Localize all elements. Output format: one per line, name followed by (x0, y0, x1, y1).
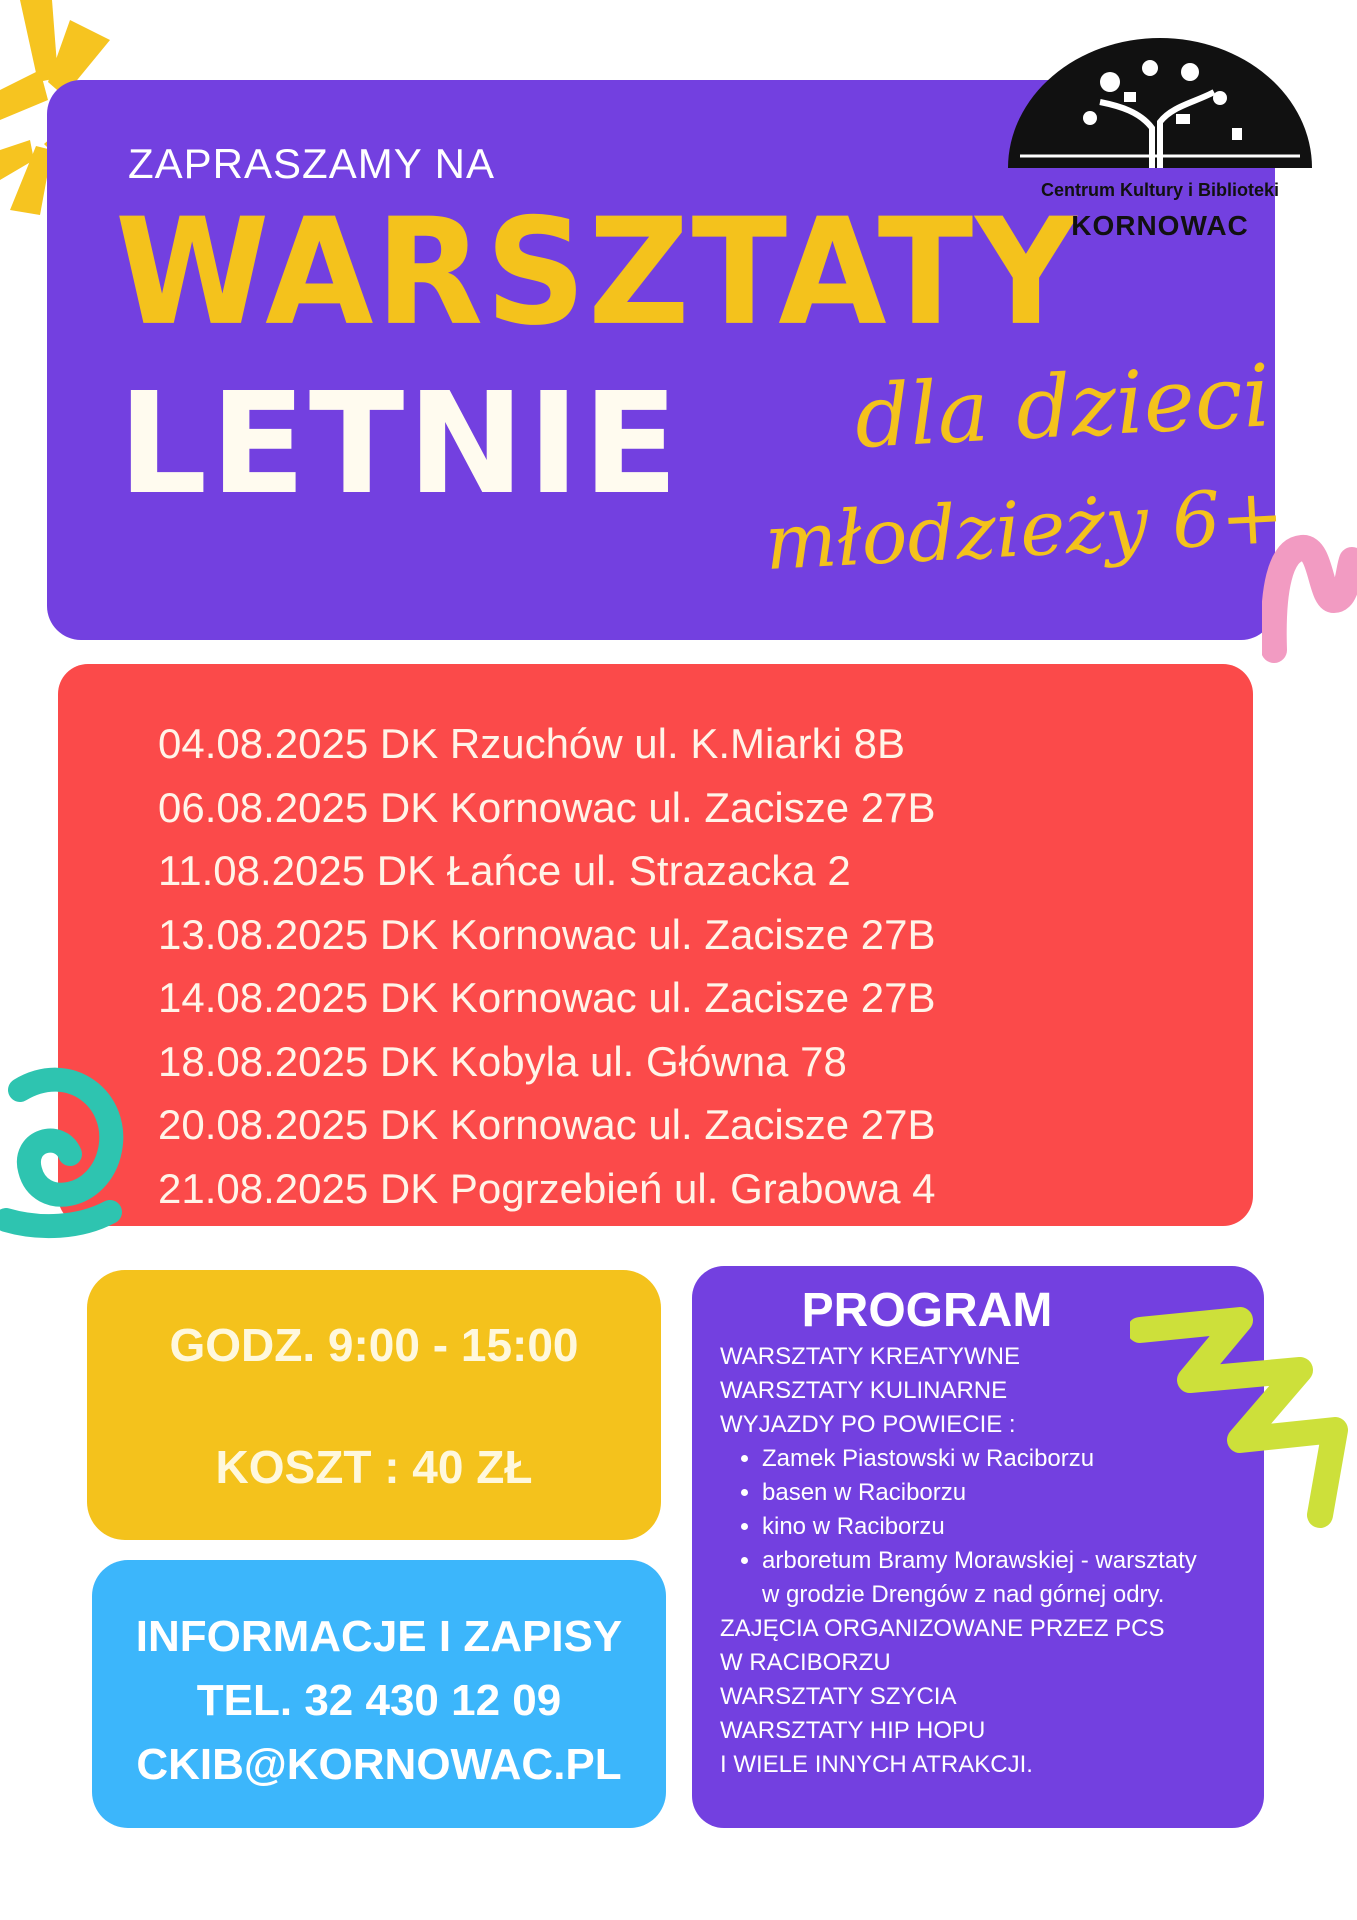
program-item: WARSZTATY KULINARNE (720, 1377, 1008, 1404)
trip-item: • basen w Raciborzu (762, 1476, 1240, 1510)
pink-squiggle-decoration-icon (1262, 530, 1357, 670)
contact-phone: TEL. 32 430 12 09 (196, 1676, 562, 1725)
trip-item: • Zamek Piastowski w Raciborzu (762, 1442, 1240, 1476)
date-entry: 21.08.2025 DK Pogrzebień ul. Grabowa 4 (158, 1164, 936, 1212)
invite-text: ZAPRASZAMY NA (128, 140, 495, 187)
date-entry: 14.08.2025 DK Kornowac ul. Zacisze 27B (158, 974, 936, 1021)
program-item: WARSZTATY HIP HOPU (720, 1717, 986, 1744)
audience-line-children: dla dzieci (852, 346, 1273, 468)
program-item: WYJAZDY PO POWIECIE : (720, 1411, 1016, 1438)
library-logo-tree-icon (1000, 32, 1320, 172)
date-entry: 20.08.2025 DK Kornowac ul. Zacisze 27B (158, 1101, 936, 1148)
opening-hours: GODZ. 9:00 - 15:00 (169, 1319, 579, 1371)
trip-item: • arboretum Bramy Morawskiej - warsztaty w grodzie Drengów z nad górnej odry. (762, 1544, 1202, 1612)
program-item: W RACIBORZU (720, 1649, 891, 1676)
logo-town-name: KORNOWAC (1071, 210, 1249, 241)
title-workshops: WARSZTATY (115, 187, 1079, 359)
price: KOSZT : 40 ZŁ (215, 1441, 533, 1493)
teal-swirl-decoration-icon (0, 1050, 130, 1250)
date-entry: 04.08.2025 DK Rzuchów ul. K.Miarki 8B (158, 720, 906, 767)
date-entry: 13.08.2025 DK Kornowac ul. Zacisze 27B (158, 910, 936, 958)
trip-item: • kino w Raciborzu (762, 1510, 1240, 1544)
hours-box (87, 1270, 661, 1540)
contact-title: INFORMACJE I ZAPISY (135, 1612, 623, 1661)
date-entry: 18.08.2025 DK Kobyla ul. Główna 78 (158, 1037, 847, 1085)
title-summer: LETNIE (118, 363, 682, 526)
dates-list (158, 712, 936, 1220)
program-item: I WIELE INNYCH ATRAKCJI. (720, 1751, 1033, 1778)
program-title: PROGRAM (801, 1284, 1053, 1337)
contact-email: CKIB@KORNOWAC.PL (136, 1740, 622, 1789)
logo-org-name: Centrum Kultury i Biblioteki (1040, 180, 1280, 200)
program-item: ZAJĘCIA ORGANIZOWANE PRZEZ PCS (720, 1615, 1165, 1642)
date-entry: 11.08.2025 DK Łańce ul. Strazacka 2 (158, 847, 851, 894)
date-entry: 06.08.2025 DK Kornowac ul. Zacisze 27B (158, 783, 936, 831)
lime-zigzag-decoration-icon (1130, 1300, 1357, 1530)
program-item: WARSZTATY KREATYWNE (720, 1343, 1021, 1370)
audience-line-youth: młodzieży 6+ (762, 470, 1287, 587)
program-item: WARSZTATY SZYCIA (720, 1683, 957, 1710)
